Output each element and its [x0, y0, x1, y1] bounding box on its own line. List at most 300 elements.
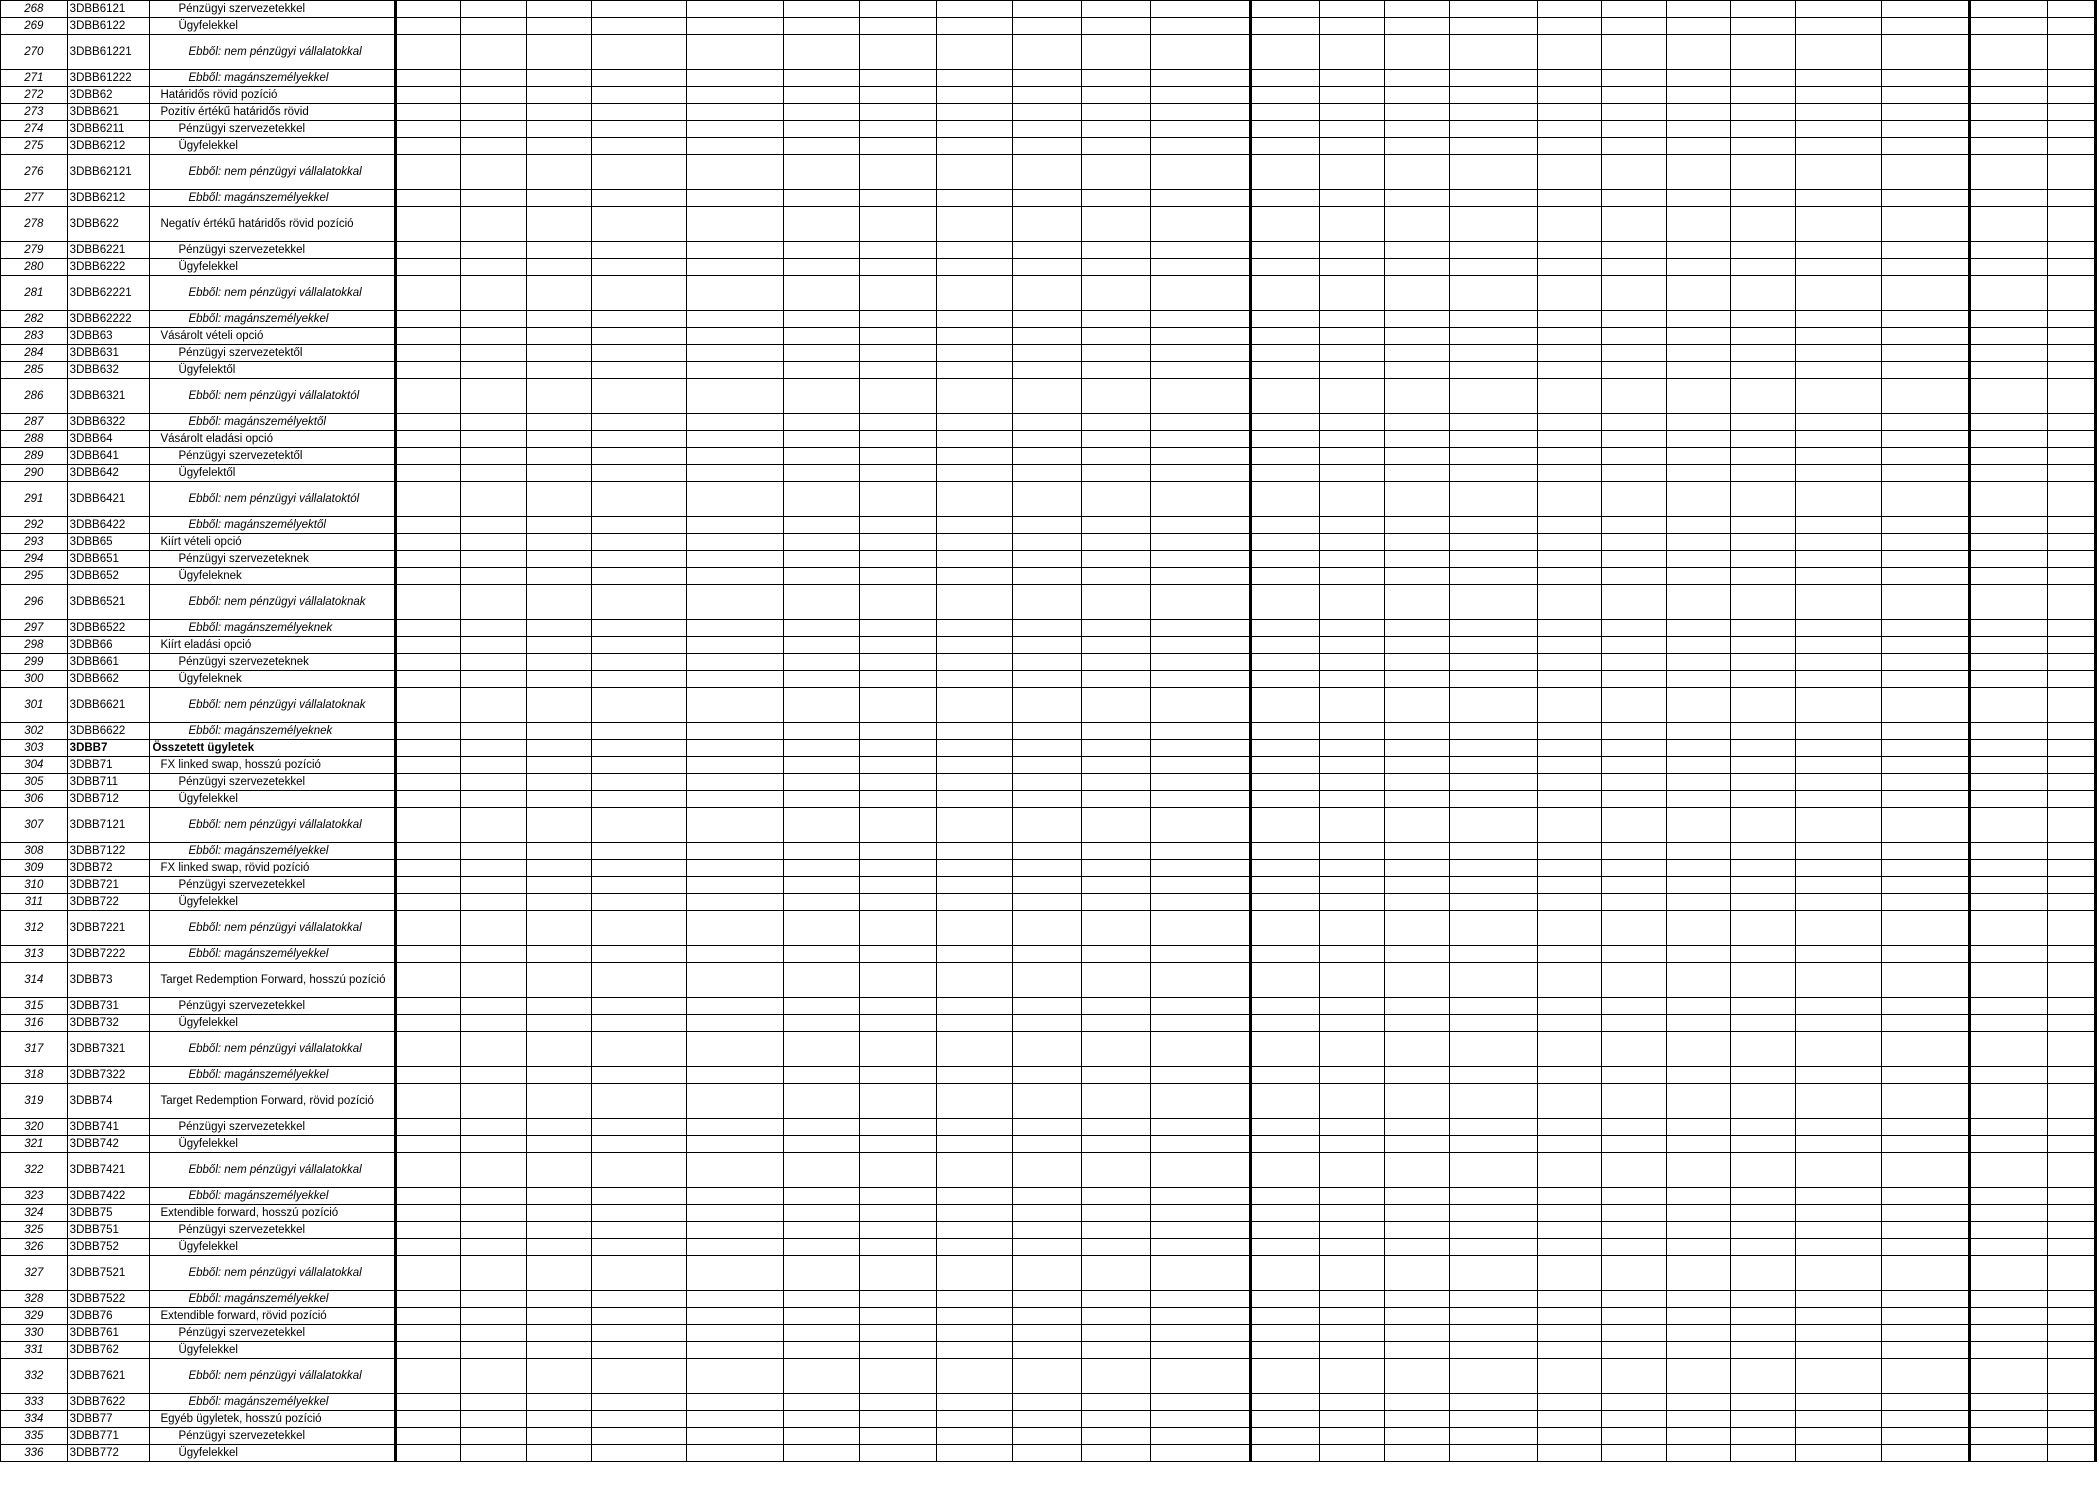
value-cell[interactable]: [1969, 1394, 2048, 1411]
value-cell[interactable]: [1881, 791, 1969, 808]
value-cell[interactable]: [526, 998, 592, 1015]
value-cell[interactable]: [936, 345, 1012, 362]
value-cell[interactable]: [1449, 482, 1537, 517]
value-cell[interactable]: [936, 1222, 1012, 1239]
value-cell[interactable]: [1150, 1308, 1250, 1325]
value-cell[interactable]: [783, 723, 859, 740]
value-cell[interactable]: [1537, 414, 1602, 431]
value-cell[interactable]: [1666, 138, 1731, 155]
value-cell[interactable]: [1537, 482, 1602, 517]
value-cell[interactable]: [1449, 757, 1537, 774]
value-cell[interactable]: [1731, 1015, 1796, 1032]
value-cell[interactable]: [1250, 311, 1320, 328]
value-cell[interactable]: [1602, 311, 1667, 328]
value-cell[interactable]: [2048, 104, 2096, 121]
value-cell[interactable]: [1320, 517, 1385, 534]
value-cell[interactable]: [1250, 431, 1320, 448]
value-cell[interactable]: [1666, 1359, 1731, 1394]
value-cell[interactable]: [783, 1359, 859, 1394]
value-cell[interactable]: [1150, 328, 1250, 345]
value-cell[interactable]: [1250, 774, 1320, 791]
value-cell[interactable]: [1731, 808, 1796, 843]
value-cell[interactable]: [2048, 1411, 2096, 1428]
value-cell[interactable]: [2048, 1359, 2096, 1394]
value-cell[interactable]: [2048, 414, 2096, 431]
value-cell[interactable]: [1449, 808, 1537, 843]
value-cell[interactable]: [1012, 276, 1081, 311]
value-cell[interactable]: [592, 1188, 687, 1205]
value-cell[interactable]: [1449, 534, 1537, 551]
value-cell[interactable]: [783, 362, 859, 379]
value-cell[interactable]: [1731, 688, 1796, 723]
value-cell[interactable]: [395, 138, 461, 155]
value-cell[interactable]: [461, 1411, 527, 1428]
value-cell[interactable]: [1666, 723, 1731, 740]
value-cell[interactable]: [1250, 190, 1320, 207]
value-cell[interactable]: [687, 946, 784, 963]
value-cell[interactable]: [1012, 35, 1081, 70]
value-cell[interactable]: [783, 860, 859, 877]
value-cell[interactable]: [1537, 1188, 1602, 1205]
value-cell[interactable]: [526, 18, 592, 35]
value-cell[interactable]: [526, 757, 592, 774]
value-cell[interactable]: [1012, 1084, 1081, 1119]
value-cell[interactable]: [1449, 568, 1537, 585]
value-cell[interactable]: [1537, 18, 1602, 35]
value-cell[interactable]: [1731, 1291, 1796, 1308]
value-cell[interactable]: [1666, 328, 1731, 345]
value-cell[interactable]: [1150, 1256, 1250, 1291]
value-cell[interactable]: [1449, 328, 1537, 345]
value-cell[interactable]: [526, 1256, 592, 1291]
value-cell[interactable]: [1320, 121, 1385, 138]
value-cell[interactable]: [592, 87, 687, 104]
value-cell[interactable]: [1250, 637, 1320, 654]
value-cell[interactable]: [526, 379, 592, 414]
value-cell[interactable]: [2048, 791, 2096, 808]
value-cell[interactable]: [461, 1445, 527, 1462]
value-cell[interactable]: [1537, 585, 1602, 620]
value-cell[interactable]: [1250, 345, 1320, 362]
value-cell[interactable]: [860, 654, 936, 671]
value-cell[interactable]: [1602, 1291, 1667, 1308]
value-cell[interactable]: [1795, 723, 1881, 740]
value-cell[interactable]: [1731, 1, 1796, 18]
value-cell[interactable]: [1012, 774, 1081, 791]
value-cell[interactable]: [1081, 740, 1150, 757]
value-cell[interactable]: [1602, 362, 1667, 379]
value-cell[interactable]: [1250, 1067, 1320, 1084]
value-cell[interactable]: [1449, 70, 1537, 87]
value-cell[interactable]: [1969, 242, 2048, 259]
value-cell[interactable]: [1969, 414, 2048, 431]
value-cell[interactable]: [1731, 860, 1796, 877]
value-cell[interactable]: [1012, 1308, 1081, 1325]
value-cell[interactable]: [1384, 1084, 1449, 1119]
value-cell[interactable]: [1537, 311, 1602, 328]
value-cell[interactable]: [936, 860, 1012, 877]
value-cell[interactable]: [461, 345, 527, 362]
value-cell[interactable]: [395, 585, 461, 620]
value-cell[interactable]: [783, 1342, 859, 1359]
value-cell[interactable]: [1537, 1291, 1602, 1308]
value-cell[interactable]: [1150, 791, 1250, 808]
value-cell[interactable]: [1731, 963, 1796, 998]
value-cell[interactable]: [1250, 35, 1320, 70]
value-cell[interactable]: [1602, 620, 1667, 637]
value-cell[interactable]: [592, 774, 687, 791]
value-cell[interactable]: [1250, 207, 1320, 242]
value-cell[interactable]: [936, 87, 1012, 104]
value-cell[interactable]: [1881, 1136, 1969, 1153]
value-cell[interactable]: [1731, 138, 1796, 155]
value-cell[interactable]: [1150, 688, 1250, 723]
value-cell[interactable]: [1250, 1119, 1320, 1136]
value-cell[interactable]: [2048, 946, 2096, 963]
value-cell[interactable]: [461, 654, 527, 671]
value-cell[interactable]: [2048, 1067, 2096, 1084]
value-cell[interactable]: [1795, 1428, 1881, 1445]
value-cell[interactable]: [1449, 1119, 1537, 1136]
value-cell[interactable]: [1384, 1, 1449, 18]
value-cell[interactable]: [936, 1308, 1012, 1325]
value-cell[interactable]: [526, 431, 592, 448]
value-cell[interactable]: [1666, 1428, 1731, 1445]
value-cell[interactable]: [1320, 568, 1385, 585]
value-cell[interactable]: [1150, 1153, 1250, 1188]
value-cell[interactable]: [1881, 379, 1969, 414]
value-cell[interactable]: [783, 585, 859, 620]
value-cell[interactable]: [1969, 1119, 2048, 1136]
value-cell[interactable]: [1320, 1153, 1385, 1188]
value-cell[interactable]: [526, 534, 592, 551]
value-cell[interactable]: [687, 87, 784, 104]
value-cell[interactable]: [1795, 1411, 1881, 1428]
value-cell[interactable]: [2048, 259, 2096, 276]
value-cell[interactable]: [1969, 190, 2048, 207]
value-cell[interactable]: [1795, 1188, 1881, 1205]
value-cell[interactable]: [1250, 1256, 1320, 1291]
value-cell[interactable]: [592, 551, 687, 568]
value-cell[interactable]: [1602, 551, 1667, 568]
value-cell[interactable]: [1320, 585, 1385, 620]
value-cell[interactable]: [526, 259, 592, 276]
value-cell[interactable]: [1795, 808, 1881, 843]
value-cell[interactable]: [1384, 1411, 1449, 1428]
value-cell[interactable]: [1081, 1067, 1150, 1084]
value-cell[interactable]: [1320, 1308, 1385, 1325]
value-cell[interactable]: [860, 379, 936, 414]
value-cell[interactable]: [1250, 70, 1320, 87]
value-cell[interactable]: [1881, 431, 1969, 448]
value-cell[interactable]: [1081, 688, 1150, 723]
value-cell[interactable]: [1881, 517, 1969, 534]
value-cell[interactable]: [2048, 757, 2096, 774]
value-cell[interactable]: [395, 345, 461, 362]
value-cell[interactable]: [936, 877, 1012, 894]
value-cell[interactable]: [461, 1291, 527, 1308]
value-cell[interactable]: [936, 104, 1012, 121]
value-cell[interactable]: [1666, 1291, 1731, 1308]
value-cell[interactable]: [1449, 1325, 1537, 1342]
value-cell[interactable]: [526, 585, 592, 620]
value-cell[interactable]: [1150, 723, 1250, 740]
value-cell[interactable]: [1731, 1411, 1796, 1428]
value-cell[interactable]: [1881, 414, 1969, 431]
value-cell[interactable]: [395, 911, 461, 946]
value-cell[interactable]: [2048, 155, 2096, 190]
value-cell[interactable]: [592, 1342, 687, 1359]
value-cell[interactable]: [1537, 568, 1602, 585]
value-cell[interactable]: [936, 1, 1012, 18]
value-cell[interactable]: [1384, 1222, 1449, 1239]
value-cell[interactable]: [1731, 1394, 1796, 1411]
value-cell[interactable]: [1384, 1308, 1449, 1325]
value-cell[interactable]: [1537, 671, 1602, 688]
value-cell[interactable]: [687, 190, 784, 207]
value-cell[interactable]: [1666, 860, 1731, 877]
value-cell[interactable]: [1449, 637, 1537, 654]
value-cell[interactable]: [783, 808, 859, 843]
value-cell[interactable]: [1731, 345, 1796, 362]
value-cell[interactable]: [1881, 998, 1969, 1015]
value-cell[interactable]: [1150, 534, 1250, 551]
value-cell[interactable]: [1537, 688, 1602, 723]
value-cell[interactable]: [1081, 860, 1150, 877]
value-cell[interactable]: [1250, 654, 1320, 671]
value-cell[interactable]: [1081, 138, 1150, 155]
value-cell[interactable]: [1081, 723, 1150, 740]
value-cell[interactable]: [1602, 517, 1667, 534]
value-cell[interactable]: [2048, 1153, 2096, 1188]
value-cell[interactable]: [1881, 671, 1969, 688]
value-cell[interactable]: [1969, 671, 2048, 688]
value-cell[interactable]: [1731, 87, 1796, 104]
value-cell[interactable]: [2048, 1205, 2096, 1222]
value-cell[interactable]: [1012, 1015, 1081, 1032]
value-cell[interactable]: [936, 155, 1012, 190]
value-cell[interactable]: [783, 998, 859, 1015]
value-cell[interactable]: [860, 431, 936, 448]
value-cell[interactable]: [1731, 1256, 1796, 1291]
value-cell[interactable]: [592, 345, 687, 362]
value-cell[interactable]: [783, 1308, 859, 1325]
value-cell[interactable]: [592, 104, 687, 121]
value-cell[interactable]: [783, 70, 859, 87]
value-cell[interactable]: [1881, 877, 1969, 894]
value-cell[interactable]: [1012, 311, 1081, 328]
value-cell[interactable]: [687, 1188, 784, 1205]
value-cell[interactable]: [526, 688, 592, 723]
value-cell[interactable]: [936, 1119, 1012, 1136]
value-cell[interactable]: [1012, 568, 1081, 585]
value-cell[interactable]: [936, 671, 1012, 688]
value-cell[interactable]: [1081, 1084, 1150, 1119]
value-cell[interactable]: [687, 1205, 784, 1222]
value-cell[interactable]: [2048, 242, 2096, 259]
value-cell[interactable]: [1320, 1136, 1385, 1153]
value-cell[interactable]: [1081, 877, 1150, 894]
value-cell[interactable]: [526, 1222, 592, 1239]
value-cell[interactable]: [687, 843, 784, 860]
value-cell[interactable]: [1602, 1067, 1667, 1084]
value-cell[interactable]: [461, 585, 527, 620]
value-cell[interactable]: [936, 1325, 1012, 1342]
value-cell[interactable]: [1795, 688, 1881, 723]
value-cell[interactable]: [1537, 87, 1602, 104]
value-cell[interactable]: [1250, 1153, 1320, 1188]
value-cell[interactable]: [395, 740, 461, 757]
value-cell[interactable]: [1969, 1222, 2048, 1239]
value-cell[interactable]: [1384, 620, 1449, 637]
value-cell[interactable]: [1795, 18, 1881, 35]
value-cell[interactable]: [1795, 465, 1881, 482]
value-cell[interactable]: [1250, 259, 1320, 276]
value-cell[interactable]: [1666, 448, 1731, 465]
value-cell[interactable]: [1449, 242, 1537, 259]
value-cell[interactable]: [687, 1136, 784, 1153]
value-cell[interactable]: [1731, 259, 1796, 276]
value-cell[interactable]: [1795, 1342, 1881, 1359]
value-cell[interactable]: [783, 448, 859, 465]
value-cell[interactable]: [1602, 843, 1667, 860]
value-cell[interactable]: [1537, 998, 1602, 1015]
value-cell[interactable]: [1012, 1428, 1081, 1445]
value-cell[interactable]: [1731, 534, 1796, 551]
value-cell[interactable]: [1150, 379, 1250, 414]
value-cell[interactable]: [1012, 1205, 1081, 1222]
value-cell[interactable]: [1250, 843, 1320, 860]
value-cell[interactable]: [1602, 1342, 1667, 1359]
value-cell[interactable]: [526, 362, 592, 379]
value-cell[interactable]: [592, 843, 687, 860]
value-cell[interactable]: [592, 1119, 687, 1136]
value-cell[interactable]: [592, 311, 687, 328]
value-cell[interactable]: [395, 894, 461, 911]
value-cell[interactable]: [1320, 345, 1385, 362]
value-cell[interactable]: [1320, 808, 1385, 843]
value-cell[interactable]: [783, 688, 859, 723]
value-cell[interactable]: [395, 654, 461, 671]
value-cell[interactable]: [1881, 1032, 1969, 1067]
value-cell[interactable]: [1537, 1136, 1602, 1153]
value-cell[interactable]: [1537, 1394, 1602, 1411]
value-cell[interactable]: [1081, 1291, 1150, 1308]
value-cell[interactable]: [1150, 585, 1250, 620]
value-cell[interactable]: [526, 1342, 592, 1359]
value-cell[interactable]: [1012, 1394, 1081, 1411]
value-cell[interactable]: [860, 448, 936, 465]
value-cell[interactable]: [395, 843, 461, 860]
value-cell[interactable]: [1384, 671, 1449, 688]
value-cell[interactable]: [1795, 379, 1881, 414]
value-cell[interactable]: [860, 551, 936, 568]
value-cell[interactable]: [1731, 276, 1796, 311]
value-cell[interactable]: [1731, 585, 1796, 620]
value-cell[interactable]: [1449, 345, 1537, 362]
value-cell[interactable]: [1384, 723, 1449, 740]
value-cell[interactable]: [461, 774, 527, 791]
value-cell[interactable]: [1795, 877, 1881, 894]
value-cell[interactable]: [1384, 877, 1449, 894]
value-cell[interactable]: [461, 791, 527, 808]
value-cell[interactable]: [1081, 1, 1150, 18]
value-cell[interactable]: [1449, 654, 1537, 671]
value-cell[interactable]: [1384, 1428, 1449, 1445]
value-cell[interactable]: [592, 448, 687, 465]
value-cell[interactable]: [1731, 1136, 1796, 1153]
value-cell[interactable]: [936, 1359, 1012, 1394]
value-cell[interactable]: [1537, 1, 1602, 18]
value-cell[interactable]: [936, 35, 1012, 70]
value-cell[interactable]: [1602, 1411, 1667, 1428]
value-cell[interactable]: [1602, 860, 1667, 877]
value-cell[interactable]: [2048, 517, 2096, 534]
value-cell[interactable]: [687, 104, 784, 121]
value-cell[interactable]: [1881, 328, 1969, 345]
value-cell[interactable]: [1881, 757, 1969, 774]
value-cell[interactable]: [936, 1136, 1012, 1153]
value-cell[interactable]: [1384, 104, 1449, 121]
value-cell[interactable]: [1250, 1032, 1320, 1067]
value-cell[interactable]: [2048, 1394, 2096, 1411]
value-cell[interactable]: [1731, 311, 1796, 328]
value-cell[interactable]: [687, 1342, 784, 1359]
value-cell[interactable]: [1449, 517, 1537, 534]
value-cell[interactable]: [1881, 620, 1969, 637]
value-cell[interactable]: [1537, 362, 1602, 379]
value-cell[interactable]: [526, 911, 592, 946]
value-cell[interactable]: [1881, 1015, 1969, 1032]
value-cell[interactable]: [1449, 1136, 1537, 1153]
value-cell[interactable]: [1969, 877, 2048, 894]
value-cell[interactable]: [526, 1032, 592, 1067]
value-cell[interactable]: [860, 1222, 936, 1239]
value-cell[interactable]: [1081, 1205, 1150, 1222]
value-cell[interactable]: [1537, 860, 1602, 877]
value-cell[interactable]: [860, 723, 936, 740]
value-cell[interactable]: [783, 1136, 859, 1153]
value-cell[interactable]: [1384, 311, 1449, 328]
value-cell[interactable]: [687, 276, 784, 311]
value-cell[interactable]: [1881, 946, 1969, 963]
value-cell[interactable]: [1384, 1015, 1449, 1032]
value-cell[interactable]: [860, 104, 936, 121]
value-cell[interactable]: [395, 242, 461, 259]
value-cell[interactable]: [1795, 860, 1881, 877]
value-cell[interactable]: [687, 911, 784, 946]
value-cell[interactable]: [526, 774, 592, 791]
value-cell[interactable]: [687, 155, 784, 190]
value-cell[interactable]: [592, 1291, 687, 1308]
value-cell[interactable]: [936, 963, 1012, 998]
value-cell[interactable]: [1250, 465, 1320, 482]
value-cell[interactable]: [1320, 963, 1385, 998]
value-cell[interactable]: [395, 465, 461, 482]
value-cell[interactable]: [395, 534, 461, 551]
value-cell[interactable]: [1731, 1188, 1796, 1205]
value-cell[interactable]: [526, 328, 592, 345]
value-cell[interactable]: [1666, 242, 1731, 259]
value-cell[interactable]: [1666, 551, 1731, 568]
value-cell[interactable]: [1384, 121, 1449, 138]
value-cell[interactable]: [1449, 1394, 1537, 1411]
value-cell[interactable]: [860, 1119, 936, 1136]
value-cell[interactable]: [936, 1067, 1012, 1084]
value-cell[interactable]: [1795, 482, 1881, 517]
value-cell[interactable]: [1537, 620, 1602, 637]
value-cell[interactable]: [395, 190, 461, 207]
